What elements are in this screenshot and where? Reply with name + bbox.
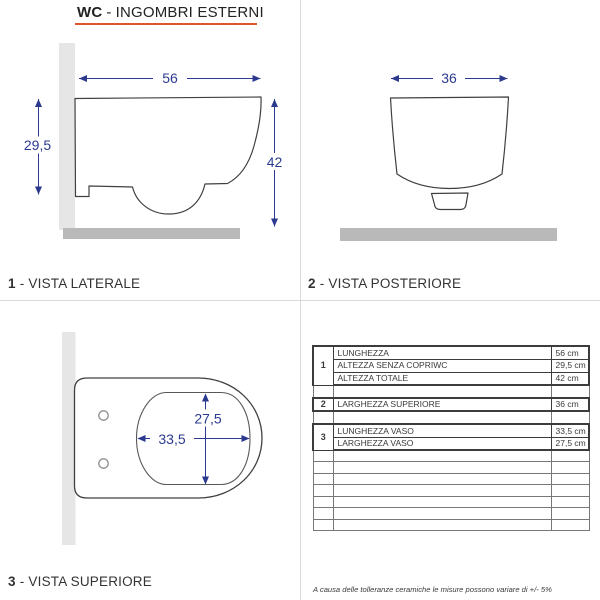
table-empty-row	[313, 462, 589, 474]
caption-text: VISTA POSTERIORE	[328, 276, 462, 291]
group-index: 2	[313, 398, 333, 411]
toilet-side-outline	[75, 97, 261, 214]
title-underline	[75, 23, 257, 25]
posterior-view-caption: 2 - VISTA POSTERIORE	[308, 276, 462, 291]
dimension-upper-width-value: 36	[441, 70, 457, 86]
dimension-bowl-length-value: 33,5	[158, 431, 186, 447]
group-index: 3	[313, 424, 333, 450]
floor-bar	[340, 228, 557, 241]
table-row	[313, 372, 589, 385]
dimension-height-without-seat-value: 29,5	[23, 137, 52, 153]
table-spacer-row	[313, 411, 589, 424]
toilet-outlet-outline	[432, 193, 469, 210]
measure-value: 42 cm	[551, 372, 589, 385]
arrow-left-icon	[391, 75, 399, 82]
table-empty-row	[313, 496, 589, 508]
superior-view-caption: 3 - VISTA SUPERIORE	[8, 574, 152, 589]
dimension-total-height-value: 42	[266, 154, 283, 170]
caption-text: VISTA LATERALE	[28, 276, 141, 291]
caption-number: 1	[8, 276, 16, 291]
table-spacer-row	[313, 385, 589, 398]
mounting-hole	[99, 459, 108, 468]
group-index: 1	[313, 346, 333, 385]
lateral-view-caption: 1 - VISTA LATERALE	[8, 276, 141, 291]
tolerance-note: A causa delle tolleranze ceramiche le misure possono variare di +/- 5%	[313, 585, 552, 594]
arrow-right-icon	[500, 75, 508, 82]
floor-bar	[63, 228, 240, 239]
lateral-view-drawing	[0, 40, 300, 270]
measure-label: ALTEZZA TOTALE	[333, 372, 551, 385]
mounting-hole	[99, 411, 108, 420]
arrow-down-icon	[35, 187, 42, 195]
measure-label: LARGHEZZA SUPERIORE	[333, 398, 551, 411]
page-title-name: INGOMBRI ESTERNI	[115, 4, 264, 21]
page-title-separator: -	[106, 4, 112, 21]
measure-value: 36 cm	[551, 398, 589, 411]
superior-view-drawing	[0, 310, 300, 570]
wall-bar	[59, 43, 75, 230]
table-empty-row	[313, 508, 589, 520]
arrow-up-icon	[35, 99, 42, 107]
table-row	[313, 424, 589, 437]
table-empty-row	[313, 450, 589, 462]
page-title	[77, 4, 264, 21]
measurements-table	[312, 345, 590, 531]
horizontal-divider	[0, 300, 600, 301]
wall-bar	[62, 332, 76, 545]
measure-value: 33,5 cm	[551, 424, 589, 437]
arrow-up-icon	[271, 99, 278, 107]
table-empty-row	[313, 485, 589, 497]
measure-label: LUNGHEZZA	[333, 346, 551, 359]
measure-value: 56 cm	[551, 346, 589, 359]
table-empty-row	[313, 473, 589, 485]
page-title-product: WC	[77, 4, 103, 21]
table-empty-row	[313, 519, 589, 531]
measure-label: LUNGHEZZA VASO	[333, 424, 551, 437]
caption-text: VISTA SUPERIORE	[28, 574, 152, 589]
arrow-right-icon	[253, 75, 261, 82]
arrow-down-icon	[271, 219, 278, 227]
dimension-bowl-width-value: 27,5	[194, 410, 222, 427]
table-row	[313, 359, 589, 372]
caption-number: 2	[308, 276, 316, 291]
measure-value: 29,5 cm	[551, 359, 589, 372]
table-row	[313, 437, 589, 450]
measure-value: 27,5 cm	[551, 437, 589, 450]
dimension-depth-value: 56	[162, 70, 178, 86]
measure-label: ALTEZZA SENZA COPRIWC	[333, 359, 551, 372]
table-row	[313, 398, 589, 411]
arrow-left-icon	[79, 75, 87, 82]
posterior-view-drawing	[300, 40, 600, 270]
caption-number: 3	[8, 574, 16, 589]
toilet-rear-outline	[391, 97, 509, 189]
measure-label: LARGHEZZA VASO	[333, 437, 551, 450]
table-row	[313, 346, 589, 359]
